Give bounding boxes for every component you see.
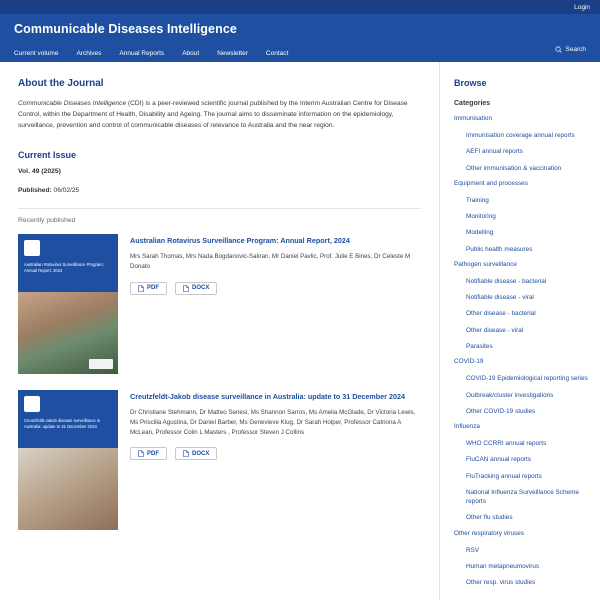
cover-header [18, 390, 118, 448]
category-link-other-immunisation-vaccination[interactable]: Other immunisation & vaccination [466, 164, 562, 172]
category-group-equipment-and-processes [454, 180, 590, 254]
category-group-influenza [454, 423, 590, 523]
about-paragraph [18, 99, 421, 132]
category-link-pathogen-surveillance[interactable]: Pathogen surveillance [454, 260, 517, 268]
nav-item-annual-reports[interactable]: Annual Reports [119, 49, 165, 57]
published-date: 06/02/25 [53, 186, 80, 194]
pdf-download-button-2[interactable] [130, 447, 167, 460]
about-paragraph-rest: (CDI) is a peer-reviewed scientific journal published by the Interim Australian Centre for Disease Control, within the Department of Health, Disability and Ageing. The journal aims to disseminate information on the epidemiology, surveillance, prevention and control of communicable diseases of relevance to Australia and the near region. [18, 100, 408, 129]
section-divider [18, 208, 421, 209]
category-link-human-metapneumovirus[interactable]: Human metapneumovirus [466, 563, 540, 570]
article-file-links-1 [130, 282, 421, 295]
category-link-national-influenza-surveillance-scheme-reports[interactable]: National Influenza Surveillance Scheme reports [466, 488, 579, 506]
page-body [0, 62, 600, 600]
article-authors-2: Dr Christiane Stehmann, Dr Matteo Senesi, Ms Shannon Sarros, Ms Amelia McGlade, Dr Victoria Lewis, Ms Priscilla Agustina, Dr Daniel Barber, Ms Genevieve Klug, Dr Sarah Holper, Professor Catriona A McLean, Professor Colin L Masters , Professor Steven J Collins [130, 408, 416, 436]
category-link-other-respiratory-viruses[interactable]: Other respiratory viruses [454, 529, 524, 537]
list-item [18, 390, 421, 530]
category-link-other-resp-virus-studies[interactable]: Other resp. virus studies [466, 579, 536, 587]
cover-photo [18, 448, 118, 530]
published-line [18, 187, 421, 194]
category-link-flutracking-annual-reports[interactable]: FluTracking annual reports [466, 472, 542, 480]
main-content [0, 62, 440, 600]
category-link-notifiable-disease-viral[interactable]: Notifiable disease - viral [466, 294, 534, 302]
nav-item-about[interactable]: About [182, 49, 200, 57]
category-link-covid-19-epidemiological-reporting-series[interactable]: COVID-19 Epidemiological reporting series [466, 375, 588, 383]
list-item [18, 234, 421, 374]
page-title: About the Journal [18, 78, 104, 89]
site-header [0, 14, 600, 62]
category-link-other-flu-studies[interactable]: Other flu studies [466, 514, 513, 522]
category-link-public-health-measures[interactable]: Public health measures [466, 245, 533, 253]
docx-download-button-1[interactable] [175, 282, 217, 295]
category-link-other-disease-viral[interactable]: Other disease - viral [466, 326, 524, 334]
nav-item-current-volume[interactable]: Current volume [14, 49, 59, 57]
current-issue-heading: Current Issue [18, 149, 77, 160]
category-link-aefi-annual-reports[interactable]: AEFI annual reports [466, 148, 523, 156]
category-link-notifiable-disease-bacterial[interactable]: Notifiable disease - bacterial [466, 277, 547, 285]
article-title-link-2[interactable]: Creutzfeldt-Jakob disease surveillance in Australia: update to 31 December 2024 [130, 391, 405, 401]
category-link-parasites[interactable]: Parasites [466, 343, 493, 350]
category-group-other-respiratory-viruses [454, 530, 590, 588]
recently-published-heading: Recently published [18, 216, 76, 224]
login-link[interactable]: Login [574, 3, 590, 11]
category-link-other-covid-19-studies[interactable]: Other COVID-19 studies [466, 407, 536, 415]
pdf-file-icon [138, 285, 144, 292]
site-title: Communicable Diseases Intelligence [14, 22, 237, 36]
search-icon [555, 46, 562, 53]
search-label: Search [565, 46, 586, 53]
pdf-file-icon [138, 450, 144, 457]
pdf-download-button-1[interactable] [130, 282, 167, 295]
cdc-logo-icon [24, 396, 40, 412]
category-link-modelling[interactable]: Modelling [466, 229, 494, 237]
category-link-monitoring[interactable]: Monitoring [466, 213, 496, 221]
article-file-links-2 [130, 447, 421, 460]
pdf-label-1: PDF [147, 285, 159, 292]
utility-bar [0, 0, 600, 14]
cover-header [18, 234, 118, 292]
category-link-outbreak-cluster-investigations[interactable]: Outbreak/cluster investigations [466, 391, 554, 399]
cdc-logo-icon [24, 240, 40, 256]
primary-navigation [14, 44, 586, 62]
category-link-who-ccrri-annual-reports[interactable]: WHO CCRRI annual reports [466, 440, 547, 448]
category-link-immunisation-coverage-annual-reports[interactable]: Immunisation coverage annual reports [466, 131, 575, 139]
journal-name-italic: Communicable Diseases Intelligence [18, 100, 127, 107]
category-link-covid-19[interactable]: COVID-19 [454, 358, 484, 366]
category-link-immunisation[interactable]: Immunisation [454, 115, 493, 122]
category-link-training[interactable]: Training [466, 196, 489, 204]
article-authors-1: Mrs Sarah Thomas, Mrs Nada Bogdanovic-Sakran, Mr Daniel Pavlic, Prof. Julie E Bines, Dr Celeste M Donato [130, 252, 411, 270]
published-label: Published: [18, 186, 52, 194]
docx-file-icon [183, 285, 189, 292]
category-link-flucan-annual-reports[interactable]: FluCAN annual reports [466, 456, 532, 464]
category-group-covid-19 [454, 358, 590, 416]
cover-title: Australian Rotavirus Surveillance Program: Annual Report, 2024 [24, 261, 104, 273]
nav-item-archives[interactable]: Archives [76, 49, 102, 57]
article-title-link-1[interactable]: Australian Rotavirus Surveillance Program: Annual Report, 2024 [130, 235, 350, 245]
article-body-1 [130, 234, 421, 374]
pdf-label-2: PDF [147, 450, 159, 457]
search-button[interactable] [555, 46, 586, 53]
nav-item-contact[interactable]: Contact [265, 49, 289, 57]
cover-emblem-icon [89, 359, 113, 369]
docx-download-button-2[interactable] [175, 447, 217, 460]
cover-title: Creutzfeldt-Jakob disease surveillance in Australia: update to 31 December 2024 [24, 417, 101, 429]
category-link-equipment-and-processes[interactable]: Equipment and processes [454, 179, 528, 187]
nav-item-newsletter[interactable]: Newsletter [217, 49, 248, 57]
browse-sidebar [440, 62, 600, 600]
category-group-pathogen-surveillance [454, 261, 590, 351]
category-link-rsv[interactable]: RSV [466, 546, 480, 554]
category-link-other-disease-bacterial[interactable]: Other disease - bacterial [466, 310, 536, 318]
article-body-2 [130, 390, 421, 530]
categories-heading: Categories [454, 100, 491, 107]
issue-cover-thumbnail-1[interactable] [18, 234, 118, 374]
category-group-immunisation [454, 115, 590, 173]
docx-label-1: DOCX [192, 285, 210, 292]
docx-label-2: DOCX [192, 450, 210, 457]
issue-cover-thumbnail-2[interactable] [18, 390, 118, 530]
docx-file-icon [183, 450, 189, 457]
category-link-influenza[interactable]: Influenza [454, 423, 480, 431]
current-volume-label: Vol. 49 (2025) [18, 167, 61, 175]
browse-heading: Browse [454, 78, 487, 88]
